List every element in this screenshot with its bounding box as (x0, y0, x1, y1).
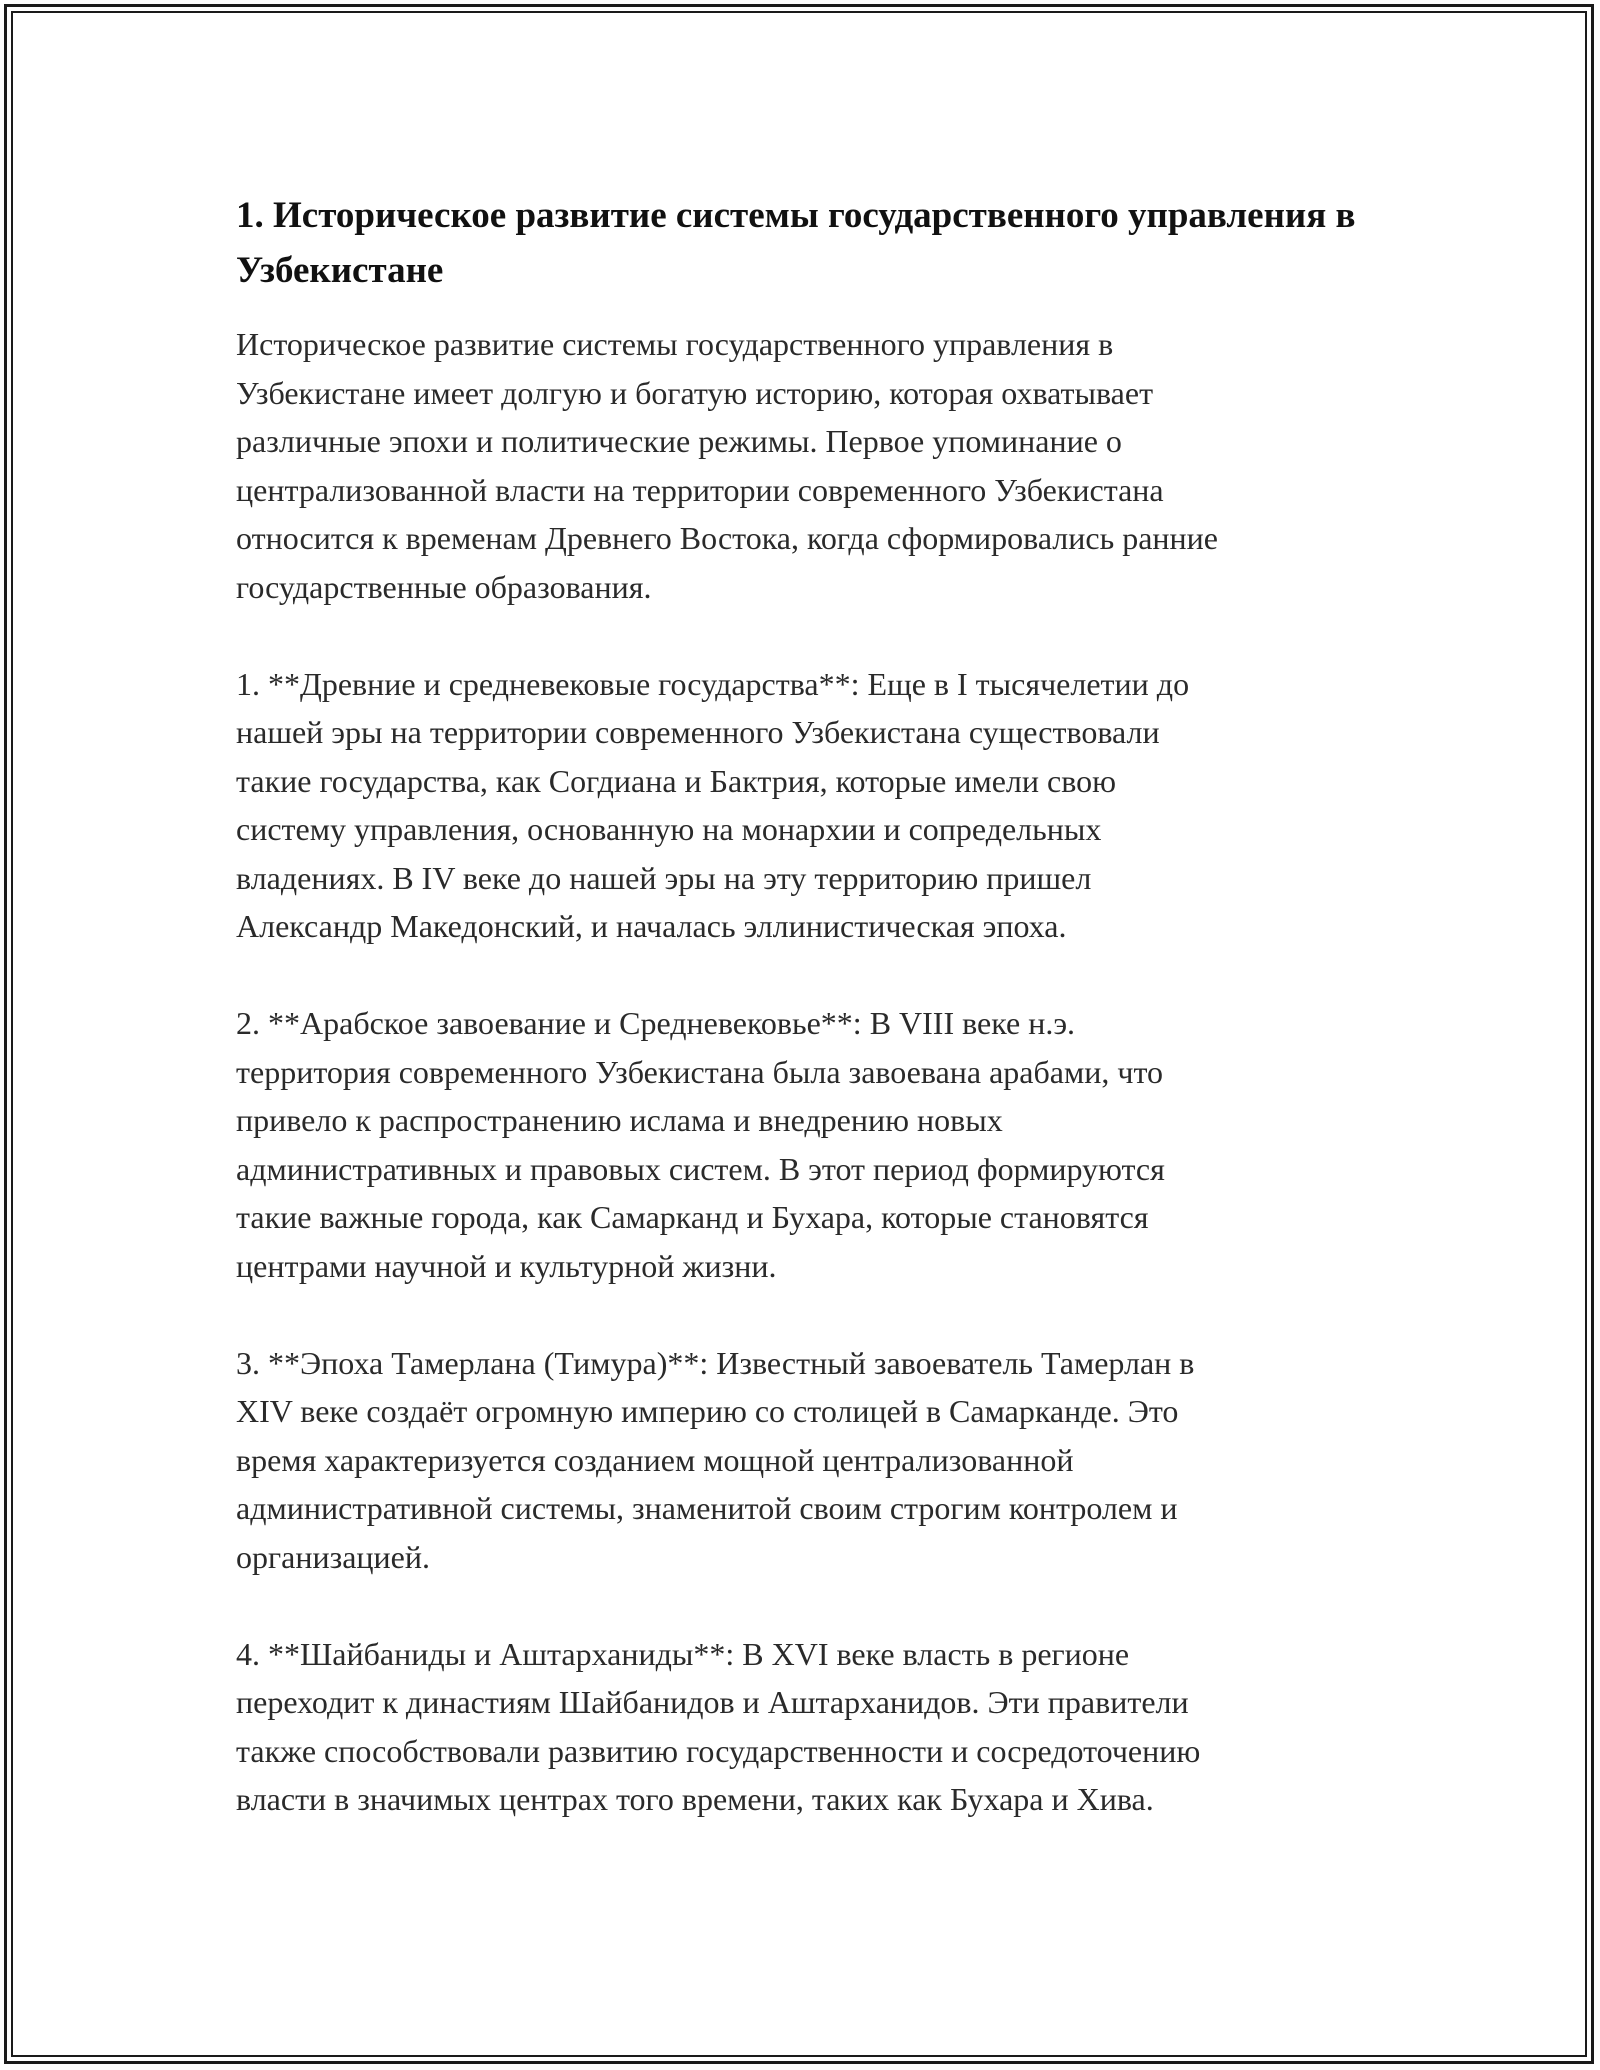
paragraph-ancient-states: 1. **Древние и средневековые государства**: Еще в I тысячелетии до нашей эры на территории современного Узбекистана существовали такие государства, как Согдиана и Бактрия, которые имели свою систему управления, основанную на монархии и сопредельных владениях. В IV веке до нашей эры на эту территорию пришел Александр Македонский, и началась эллинистическая эпоха. (236, 665, 1190, 944)
paragraph-tamerlane: 3. **Эпоха Тамерлана (Тимура)**: Известный завоеватель Тамерлан в XIV веке создаёт огромную империю со столицей в Самарканде. Это время характеризуется созданием мощной централизованной административной системы, знаменитой своим строгим контролем и организацией. (236, 1344, 1195, 1575)
paragraph-shaybanids: 4. **Шайбаниды и Аштарханиды**: В XVI веке власть в регионе переходит к династиям Шайбанидов и Аштарханидов. Эти правители также способствовали развитию государственности и сосредоточению власти в значимых центрах того времени, таких как Бухара и Хива. (236, 1635, 1201, 1817)
paragraph-spacer (236, 951, 1396, 1000)
document-body (236, 188, 1396, 1824)
paragraph-spacer (236, 1290, 1396, 1339)
paragraph-intro: Историческое развитие системы государственного управления в Узбекистане имеет долгую и богатую историю, которая охватывает различные эпохи и политические режимы. Первое упоминание о централизованной власти на территории современного Узбекистана относится к временам Древнего Востока, когда сформировались ранние государственные образования. (236, 326, 1218, 605)
page-title: 1. Историческое развитие системы государственного управления в Узбекистане (236, 195, 1356, 291)
paragraph-spacer (236, 611, 1396, 660)
paragraph-arab-conquest: 2. **Арабское завоевание и Средневековье**: В VIII веке н.э. территория современного Узбекистана была завоевана арабами, что привело к распространению ислама и внедрению новых административных и правовых систем. В этот период формируются такие важные города, как Самарканд и Бухара, которые становятся центрами научной и культурной жизни. (236, 1005, 1165, 1284)
paragraph-spacer (236, 1581, 1396, 1630)
